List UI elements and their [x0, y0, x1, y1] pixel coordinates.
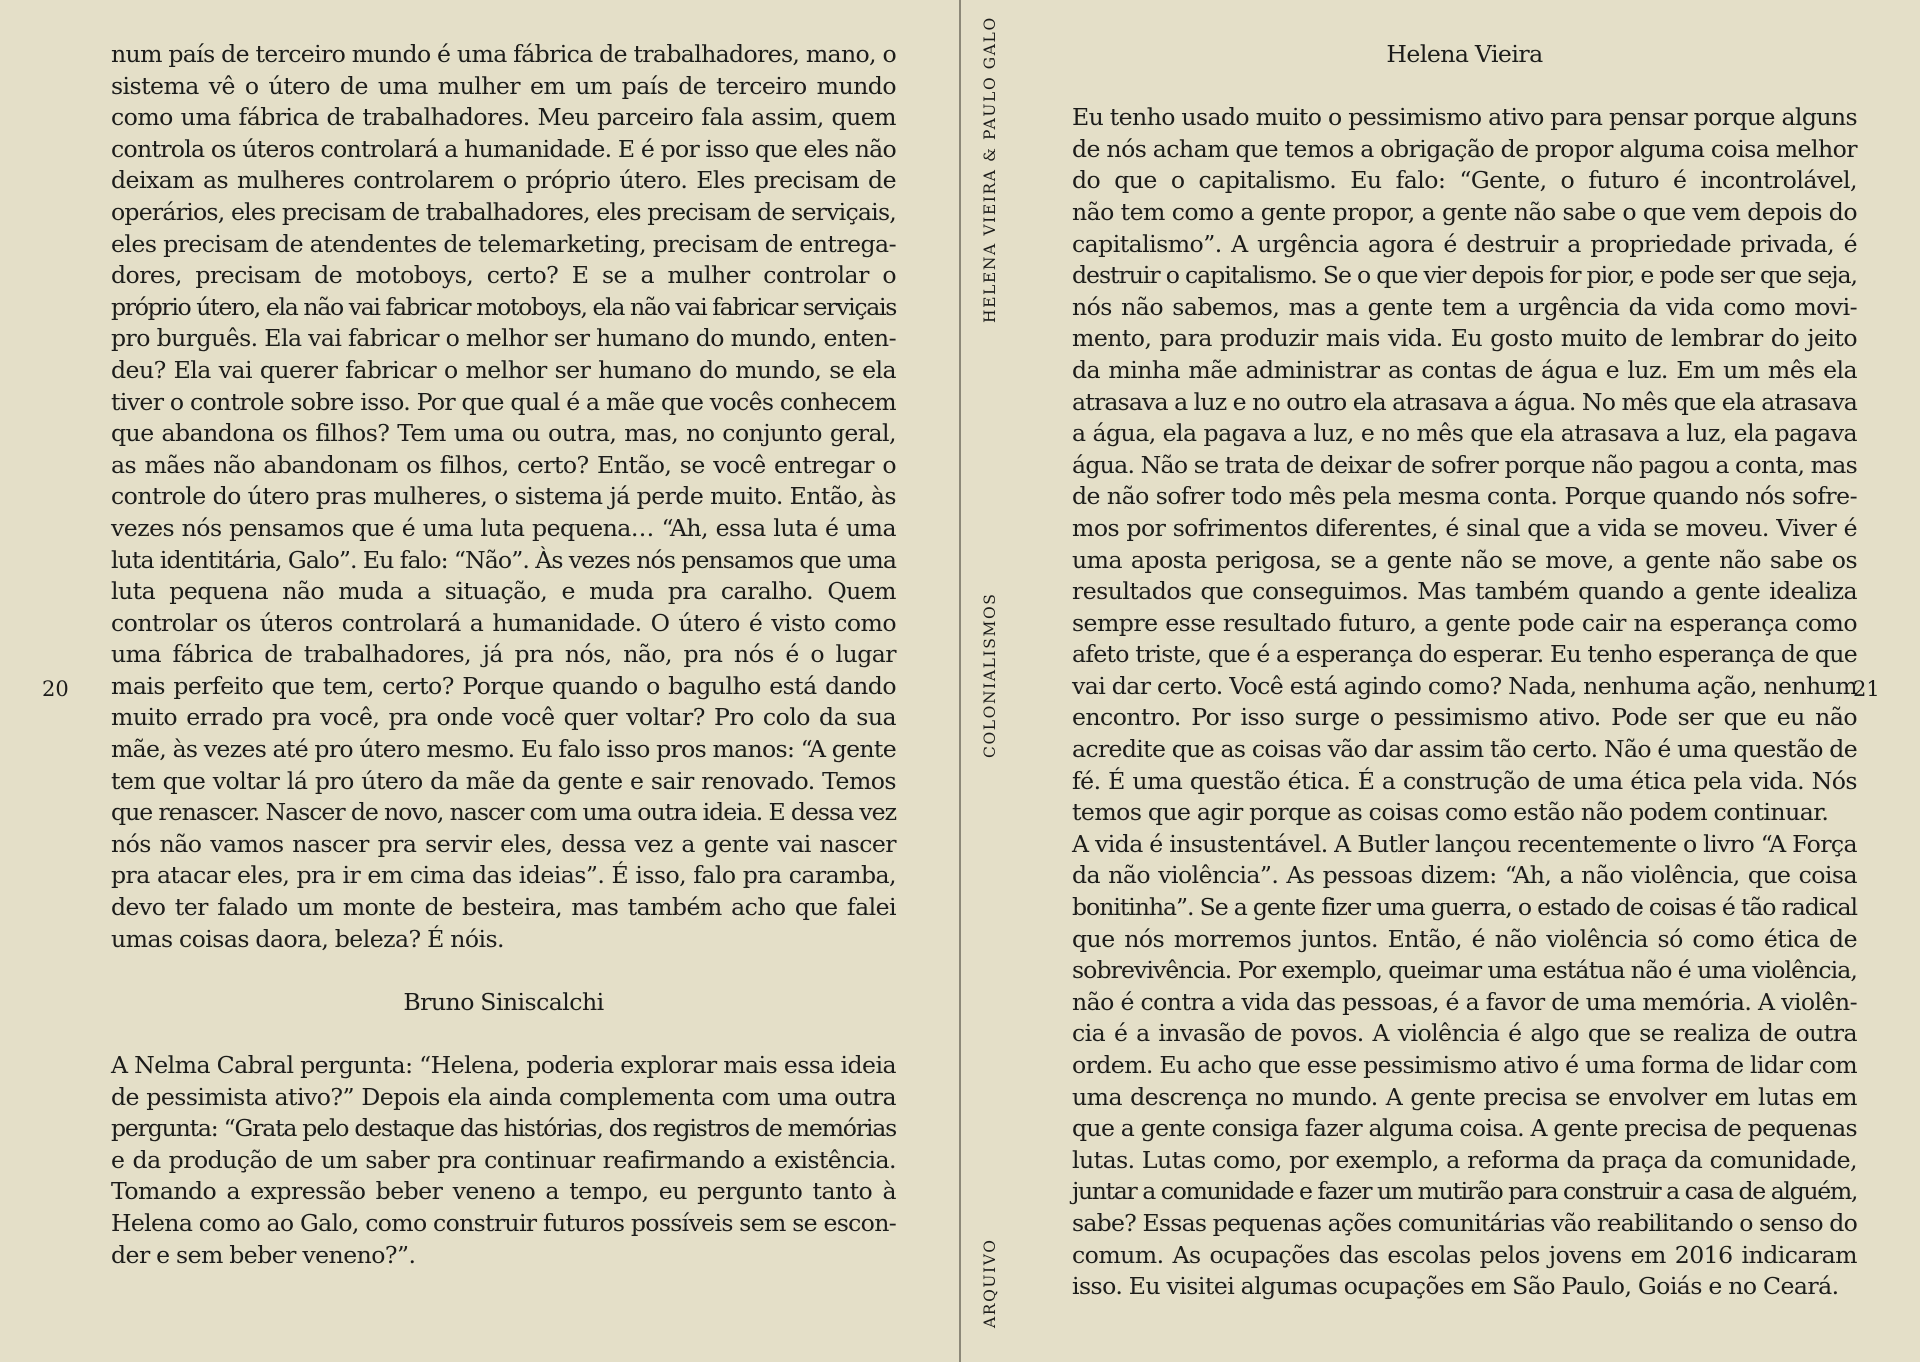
left-text-column — [111, 39, 896, 1271]
text-line: pro burguês. Ela vai fabricar o melhor ser humano do mundo, enten- — [111, 324, 896, 353]
text-line: bonitinha”. Se a gente fizer uma guerra, o estado de coisas é tão radical — [1072, 893, 1857, 922]
text-line: luta identitária, Galo”. Eu falo: “Não”. Às vezes nós pensamos que uma — [111, 545, 896, 574]
text-line: pra atacar eles, pra ir em cima das ideias”. É isso, falo pra caramba, — [111, 861, 896, 890]
text-line: ordem. Eu acho que esse pessimismo ativo é uma forma de lidar com — [1072, 1051, 1857, 1079]
left-paragraph-1 — [111, 39, 896, 955]
text-line: de nós acham que temos a obrigação de propor alguma coisa melhor — [1072, 134, 1857, 163]
text-line: operários, eles precisam de trabalhadores, eles precisam de serviçais, — [111, 197, 896, 226]
text-line: do que o capitalismo. Eu falo: “Gente, o futuro é incontrolável, — [1072, 166, 1857, 195]
text-line: da não violência”. As pessoas dizem: “Ah, a não violência, que coisa — [1072, 861, 1857, 890]
text-line: capitalismo”. A urgência agora é destruir a propriedade privada, é — [1072, 229, 1857, 258]
text-line: der e sem beber veneno?”. — [111, 1240, 416, 1269]
text-line: cia é a invasão de povos. A violência é algo que se realiza de outra — [1072, 1019, 1857, 1048]
text-line: mento, para produzir mais vida. Eu gosto muito de lembrar do jeito — [1072, 324, 1857, 353]
text-line: as mães não abandonam os filhos, certo? Então, se você entregar o — [111, 450, 896, 479]
text-line: que renascer. Nascer de novo, nascer com uma outra ideia. E dessa vez — [111, 798, 896, 827]
text-line: uma aposta perigosa, se a gente não se move, a gente não sabe os — [1072, 545, 1857, 574]
text-line: Eu tenho usado muito o pessimismo ativo para pensar porque alguns — [1072, 103, 1857, 132]
text-line: acredite que as coisas vão dar assim tão certo. Não é uma questão de — [1072, 735, 1857, 764]
text-line: eles precisam de atendentes de telemarketing, precisam de entrega- — [111, 229, 896, 258]
right-paragraph-1 — [1072, 102, 1857, 829]
right-page — [961, 0, 1920, 1362]
page-number: 21 — [1853, 677, 1880, 701]
text-line: sobrevivência. Por exemplo, queimar uma estátua não é uma violência, — [1072, 956, 1857, 985]
text-line: próprio útero, ela não vai fabricar motoboys, ela não vai fabricar serviçais — [111, 292, 896, 321]
text-line: sempre esse resultado futuro, a gente pode cair na esperança como — [1072, 608, 1857, 637]
text-line: muito errado pra você, pra onde você quer voltar? Pro colo da sua — [111, 703, 896, 732]
text-line: vezes nós pensamos que é uma luta pequena… “Ah, essa luta é uma — [111, 513, 896, 542]
text-line: de não sofrer todo mês pela mesma conta. Porque quando nós sofre- — [1072, 482, 1857, 511]
text-line: de pessimista ativo?” Depois ela ainda complementa com uma outra — [111, 1082, 896, 1111]
text-line: controle do útero pras mulheres, o sistema já perde muito. Então, às — [111, 482, 896, 511]
text-line: afeto triste, que é a esperança do esperar. Eu tenho esperança de que — [1072, 640, 1857, 669]
text-line: juntar a comunidade e fazer um mutirão para construir a casa de alguém, — [1072, 1177, 1857, 1206]
text-line: temos que agir porque as coisas como estão não podem continuar. — [1072, 798, 1829, 827]
text-line: sabe? Essas pequenas ações comunitárias vão reabilitando o senso do — [1072, 1208, 1857, 1237]
text-line: tem que voltar lá pro útero da mãe da gente e sair renovado. Temos — [111, 766, 896, 795]
text-line: que nós morremos juntos. Então, é não violência só como ética de — [1072, 924, 1857, 953]
text-line: fé. É uma questão ética. É a construção de uma ética pela vida. Nós — [1072, 766, 1857, 795]
text-line: e da produção de um saber pra continuar reafirmando a existência. — [111, 1145, 896, 1174]
text-line: tiver o controle sobre isso. Por que qual é a mãe que vocês conhecem — [111, 387, 896, 416]
text-line: destruir o capitalismo. Se o que vier depois for pior, e pode ser que seja, — [1072, 261, 1857, 290]
text-line: uma fábrica de trabalhadores, já pra nós, não, pra nós é o lugar — [111, 640, 896, 669]
text-line: não tem como a gente propor, a gente não sabe o que vem depois do — [1072, 197, 1857, 226]
text-line: uma descrença no mundo. A gente precisa se envolver em lutas em — [1072, 1082, 1857, 1111]
text-line: controla os úteros controlará a humanidade. E é por isso que eles não — [111, 134, 896, 163]
text-line: Tomando a expressão beber veneno a tempo, eu pergunto tanto à — [111, 1177, 896, 1206]
right-paragraph-2 — [1072, 829, 1857, 1303]
text-line: que abandona os filhos? Tem uma ou outra, mas, no conjunto geral, — [111, 419, 896, 448]
text-line: mos por sofrimentos diferentes, é sinal que a vida se moveu. Viver é — [1072, 513, 1857, 542]
text-line: resultados que conseguimos. Mas também quando a gente idealiza — [1072, 577, 1857, 606]
text-line: encontro. Por isso surge o pessimismo ativo. Pode ser que eu não — [1072, 703, 1857, 732]
speaker-heading: Bruno Siniscalchi — [403, 987, 604, 1016]
text-line: pergunta: “Grata pelo destaque das histórias, dos registros de memórias — [111, 1114, 896, 1143]
text-line: umas coisas daora, beleza? É nóis. — [111, 924, 505, 953]
text-line: devo ter falado um monte de besteira, mas também acho que falei — [111, 893, 896, 922]
text-line: sistema vê o útero de uma mulher em um país de terceiro mundo — [111, 71, 896, 100]
text-line: A vida é insustentável. A Butler lançou recentemente o livro “A Força — [1072, 829, 1857, 858]
running-head-section: ARQUIVO — [981, 1238, 999, 1328]
text-line: atrasava a luz e no outro ela atrasava a água. No mês que ela atrasava — [1072, 387, 1857, 416]
speaker-heading: Helena Vieira — [1386, 40, 1543, 68]
text-line: da minha mãe administrar as contas de água e luz. Em um mês ela — [1072, 355, 1857, 384]
running-head-authors: HELENA VIEIRA & PAULO GALO — [981, 16, 999, 323]
running-head-title: COLONIALISMOS — [981, 592, 999, 758]
text-line: num país de terceiro mundo é uma fábrica de trabalhadores, mano, o — [111, 40, 896, 68]
text-line: luta pequena não muda a situação, e muda pra caralho. Quem — [111, 577, 896, 606]
text-line: comum. As ocupações das escolas pelos jovens em 2016 indicaram — [1072, 1240, 1857, 1269]
text-line: controlar os úteros controlará a humanidade. O útero é visto como — [111, 608, 896, 637]
text-line: que a gente consiga fazer alguma coisa. A gente precisa de pequenas — [1072, 1114, 1857, 1143]
page-number: 20 — [42, 677, 69, 701]
text-line: Helena como ao Galo, como construir futuros possíveis sem se escon- — [111, 1208, 896, 1237]
text-line: mais perfeito que tem, certo? Porque quando o bagulho está dando — [111, 671, 896, 700]
text-line: isso. Eu visitei algumas ocupações em São Paulo, Goiás e no Ceará. — [1072, 1272, 1839, 1301]
text-line: deixam as mulheres controlarem o próprio útero. Eles precisam de — [111, 166, 896, 195]
paragraph-gap — [111, 955, 896, 987]
text-line: água. Não se trata de deixar de sofrer porque não pagou a conta, mas — [1072, 450, 1857, 479]
text-line: vai dar certo. Você está agindo como? Nada, nenhuma ação, nenhum — [1072, 671, 1857, 700]
text-line: lutas. Lutas como, por exemplo, a reforma da praça da comunidade, — [1072, 1145, 1857, 1174]
left-page — [0, 0, 959, 1362]
paragraph-gap — [1072, 71, 1857, 103]
text-line: A Nelma Cabral pergunta: “Helena, poderia explorar mais essa ideia — [111, 1051, 896, 1079]
text-line: nós não vamos nascer pra servir eles, dessa vez a gente vai nascer — [111, 829, 896, 858]
paragraph-gap — [111, 1018, 896, 1050]
left-paragraph-2 — [111, 1050, 896, 1271]
text-line: nós não sabemos, mas a gente tem a urgência da vida como movi- — [1072, 292, 1857, 321]
text-line: deu? Ela vai querer fabricar o melhor ser humano do mundo, se ela — [111, 355, 896, 384]
text-line: mãe, às vezes até pro útero mesmo. Eu falo isso pros manos: “A gente — [111, 735, 896, 764]
right-text-column — [1072, 39, 1857, 1303]
text-line: a água, ela pagava a luz, e no mês que ela atrasava a luz, ela pagava — [1072, 419, 1857, 448]
text-line: como uma fábrica de trabalhadores. Meu parceiro fala assim, quem — [111, 103, 896, 132]
text-line: dores, precisam de motoboys, certo? E se a mulher controlar o — [111, 261, 896, 290]
text-line: não é contra a vida das pessoas, é a favor de uma memória. A violên- — [1072, 987, 1857, 1016]
